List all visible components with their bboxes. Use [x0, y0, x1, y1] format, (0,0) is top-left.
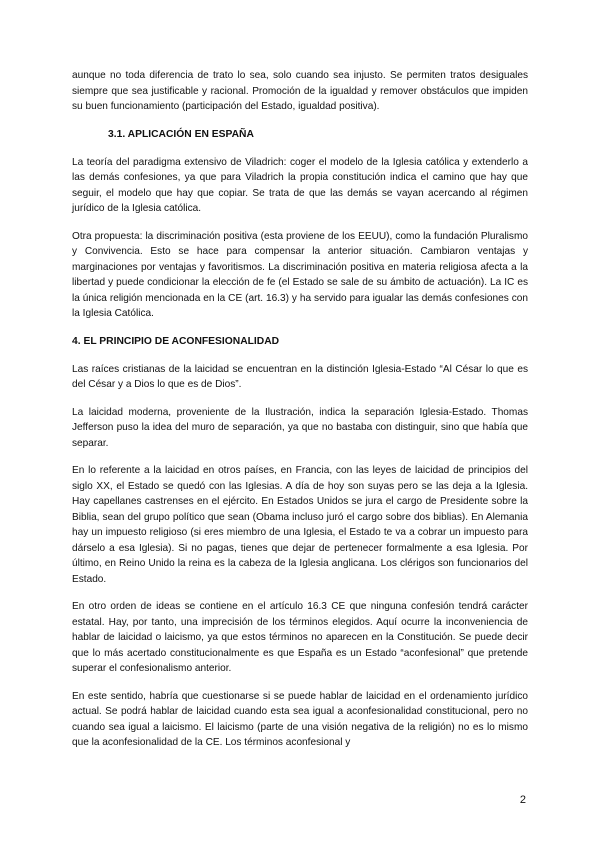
document-page: [72, 68, 528, 763]
paragraph-intro: aunque no toda diferencia de trato lo sea, solo cuando sea injusto. Se permiten tratos desiguales siempre que sea justificable y racional. Promoción de la igualdad y remover obstáculos que impiden su buen funcionamiento (participación del Estado, igualdad positiva).: [72, 70, 528, 112]
paragraph-raices: Las raíces cristianas de la laicidad se encuentran en la distinción Iglesia-Estado “Al César lo que es del César y a Dios lo que es de Dios”.: [72, 363, 528, 390]
page-number: 2: [519, 794, 526, 806]
paragraph-en-este-sentido: En este sentido, habría que cuestionarse si se puede hablar de laicidad en el ordenamiento jurídico actual. Se podrá hablar de laicidad cuando esta sea igual a aconfesionalidad constitucional, pero no cuando sea igual a laicismo. El laicismo (parte de una visión negativa de la religión) no es lo mismo que la aconfesionalidad de la CE. Los términos aconfesional y: [72, 690, 528, 748]
heading-aplicacion-espana: 3.1. APLICACIÓN EN ESPAÑA: [108, 128, 254, 140]
paragraph-laicidad-moderna: La laicidad moderna, proveniente de la Ilustración, indica la separación Iglesia-Estado. Thomas Jefferson puso la idea del muro de separación, ya que no bastaba con distinguir, sino que había que separar.: [72, 406, 528, 449]
heading-aconfesionalidad: 4. EL PRINCIPIO DE ACONFESIONALIDAD: [72, 335, 280, 347]
paragraph-discriminacion: Otra propuesta: la discriminación positiva (esta proviene de los EEUU), como la fundación Pluralismo y Convivencia. Esto se hace para compensar la anterior situación. Cambiaron ventajas y marginaciones por ventajas y favoritismos. La discriminación positiva en materia religiosa afecta a la libertad y puede condicionar la elección de fe (el Estado se sale de su ámbito de actuación). La IC es la única religión mencionada en la CE (art. 16.3) y ha servido para igualar las demás confesiones con la Iglesia Católica.: [72, 230, 528, 319]
paragraph-otros-paises: En lo referente a la laicidad en otros países, en Francia, con las leyes de laicidad de principios del siglo XX, el Estado se quedó con las Iglesias. A día de hoy son suyas pero se las deja a la Iglesia. Hay capellanes castrenses en el ejército. En Estados Unidos se jura el cargo de Presidente sobre la Biblia, sean del grupo político que sean (Obama incluso juró el cargo sobre dos biblias). En Alemania hay un impuesto religioso (si eres miembro de una Iglesia, el Estado te va a cobrar un impuesto para dárselo a esa Iglesia). Si no pagas, tienes que dejar de pertenecer formalmente a esa Iglesia. Por último, en Reino Unido la reina es la cabeza de la Iglesia anglicana. Los clérigos son funcionarios del Estado.: [72, 465, 528, 585]
paragraph-viladrich: La teoría del paradigma extensivo de Viladrich: coger el modelo de la Iglesia católica y extenderlo a las demás confesiones, ya que para Viladrich la propia constitución indica el camino que hay que seguir, el modelo que hay que copiar. Se trata de que las demás se vayan acercando al régimen jurídico de la Iglesia católica.: [72, 156, 528, 214]
paragraph-articulo-16-3: En otro orden de ideas se contiene en el artículo 16.3 CE que ninguna confesión tendrá carácter estatal. Hay, por tanto, una imprecisión de los términos elegidos. Aquí ocurre la inconveniencia de hablar de laicidad o laicismo, ya que estos términos no aparecen en la Constitución. Se puede decir que lo más acertado constitucionalmente es que España es un Estado “aconfesional” que pretende superar el confesionalismo anterior.: [72, 601, 528, 674]
